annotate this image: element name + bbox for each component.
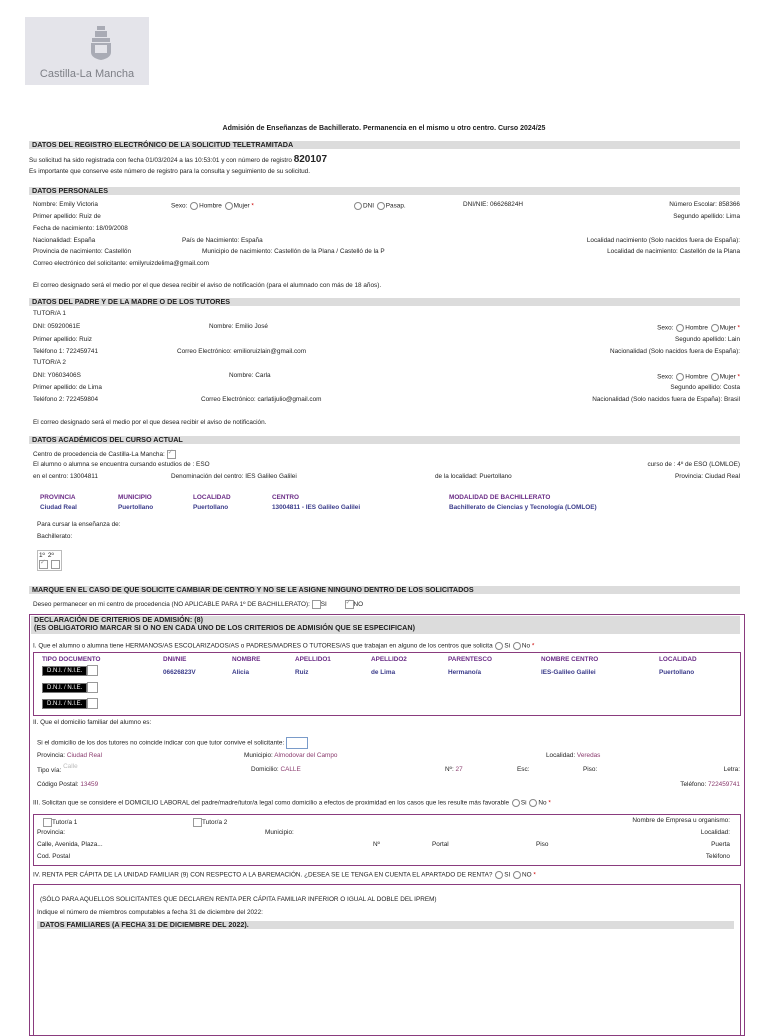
de-localidad: de la localidad: Puertollano (435, 473, 512, 480)
curso-1-checkbox[interactable] (39, 560, 48, 569)
tutor2-dni: DNI: Y0603406S (33, 372, 81, 379)
localidad-label: Localidad: (546, 752, 576, 759)
en-centro: en el centro: 13004811 (33, 473, 98, 480)
tipo-via-value[interactable]: Calle (63, 763, 78, 770)
si-label: Si (520, 799, 527, 807)
tutor2-text: Tutor/a 2 (202, 819, 228, 827)
hombre-radio[interactable] (676, 324, 684, 332)
curso: curso de : 4º de ESO (LOMLOE) (647, 461, 740, 468)
numero-value: 27 (455, 766, 463, 773)
cambio-heading: MARQUE EN EL CASO DE QUE SOLICITE CAMBIAR DE CENTRO Y NO SE LE ASIGNE NINGUNO DENTRO DE LOS SOLICITADOS (29, 586, 740, 594)
tutor1-nombre: Nombre: Emilio José (209, 323, 268, 330)
col-localidad: LOCALIDAD (193, 494, 231, 501)
laboral-puerta: Puerta (711, 841, 730, 848)
tutor1-label: TUTOR/A 1 (33, 310, 66, 317)
segundo-apellido: Segundo apellido: Lima (673, 213, 740, 220)
tutor2-option (193, 818, 227, 827)
criterio-renta-text: IV. RENTA PER CÁPITA DE LA UNIDAD FAMILIAR (9) CON RESPECTO A LA BAREMACIÓN. ¿DESEA SE LE TENGA EN CUENTA EL APARTADO DE RENTA? (33, 871, 493, 879)
localidad-value: Veredas (576, 752, 601, 759)
criterio-laboral (33, 799, 551, 807)
page-title: Admisión de Enseñanzas de Bachillerato. Permanencia en el mismo u otro centro. Curso 2024/25 (222, 125, 546, 132)
mujer-label: Mujer (233, 202, 250, 210)
h-val-localidad: Puertollano (659, 669, 695, 676)
tutor2-sexo (657, 373, 740, 381)
laboral-calle: Calle, Avenida, Plaza... (37, 841, 103, 848)
municipio-value: Almodovar del Campo (274, 752, 338, 759)
bachillerato-label: Bachillerato: (37, 533, 73, 540)
personales-heading: DATOS PERSONALES (29, 187, 740, 195)
sexo-label: Sexo: (171, 202, 188, 210)
permanecer-text: Deseo permanecer en mi centro de procedencia (NO APLICABLE PARA 1º DE BACHILLERATO): (33, 601, 310, 609)
dom-codigo-postal (37, 781, 98, 788)
tutores-aviso: El correo designado será el medio por el que desea recibir el aviso de notificación. (33, 419, 267, 426)
centro-procedencia-label: Centro de procedencia de Castilla-La Mancha: (33, 451, 165, 459)
no-label: No (538, 799, 547, 807)
telefono-label: Teléfono: (680, 781, 707, 788)
telefono-value: 722459741 (708, 781, 740, 788)
sexo-label: Sexo: (657, 324, 674, 332)
val-modalidad: Bachillerato de Ciencias y Tecnología (LOMLOE) (449, 504, 597, 511)
required-mark: * (251, 202, 254, 210)
cursando: El alumno o alumna se encuentra cursando estudios de : ESO (33, 461, 210, 468)
tutor2-checkbox[interactable] (193, 818, 202, 827)
nombre: Nombre: Emily Victoria (33, 201, 98, 208)
col-centro: CENTRO (272, 494, 299, 501)
h-col-nombre: NOMBRE (232, 656, 261, 663)
doc-type-row-2 (42, 682, 98, 693)
pasap-radio[interactable] (377, 202, 385, 210)
criterios-heading-1: DECLARACIÓN DE CRITERIOS DE ADMISIÓN: (8) (34, 615, 204, 624)
familiares-heading: DATOS FAMILIARES (A FECHA 31 DE DICIEMBRE DEL 2022). (37, 921, 734, 929)
no-label: NO (353, 601, 364, 609)
col-municipio: MUNICIPIO (118, 494, 152, 501)
numero-escolar: Número Escolar: 858366 (669, 201, 740, 208)
dni-label: DNI (363, 202, 375, 210)
renta-miembros: Indique el número de miembros computables a fecha 31 de diciembre del 2022: (37, 909, 263, 916)
val-centro: 13004811 - IES Galileo Galilei (272, 504, 361, 511)
nacionalidad: Nacionalidad: España (33, 237, 96, 244)
val-municipio: Puertollano (118, 504, 154, 511)
tutor-convive-input[interactable] (286, 737, 308, 749)
tutor1-telefono: Teléfono 1: 722459741 (33, 348, 99, 355)
h-col-apellido1: APELLIDO1 (295, 656, 331, 663)
doc-type-slot[interactable] (87, 682, 98, 693)
h-val-dni: 06626823V (163, 669, 196, 676)
hombre-label: Hombre (685, 324, 708, 332)
hombre-label: Hombre (199, 202, 222, 210)
laboral-cod-postal: Cod. Postal (37, 853, 71, 860)
tutor1-apellido2: Segundo apellido: Lain (674, 336, 740, 343)
numero-label: Nº: (445, 766, 454, 773)
h-col-parentesco: PARENTESCO (448, 656, 492, 663)
h-val-parentesco: Hermano/a (448, 669, 482, 676)
doc-type-row-3 (42, 698, 98, 709)
required-mark: * (548, 799, 551, 807)
registro-line (29, 154, 327, 165)
mujer-radio[interactable] (711, 324, 719, 332)
pasap-label: Pasap. (385, 202, 406, 210)
tutor-convive-line (37, 737, 308, 749)
required-mark: * (531, 642, 535, 650)
col-provincia: PROVINCIA (40, 494, 76, 501)
dom-numero (445, 766, 463, 773)
doc-type-badge[interactable]: D.N.I. / N.I.E. (42, 699, 87, 709)
provincia-value: Ciudad Real (66, 752, 103, 759)
dom-provincia (37, 752, 102, 759)
permanecer-line (33, 600, 363, 609)
mujer-radio[interactable] (225, 202, 233, 210)
tutor1-option (43, 818, 77, 827)
h-col-apellido2: APELLIDO2 (371, 656, 407, 663)
dom-municipio (244, 752, 337, 759)
laboral-municipio: Municipio: (265, 829, 294, 836)
mujer-radio[interactable] (711, 373, 719, 381)
laboral-portal: Portal (432, 841, 449, 848)
mujer-label: Mujer (719, 324, 736, 332)
renta-note: (SÓLO PARA AQUELLOS SOLICITANTES QUE DECLAREN RENTA PER CÁPITA FAMILIAR INFERIOR O IGUAL AL DOBLE DEL IPREM) (40, 896, 437, 903)
cp-label: Código Postal: (37, 781, 79, 788)
academicos-heading: DATOS ACADÉMICOS DEL CURSO ACTUAL (29, 436, 740, 444)
required-mark: * (533, 871, 536, 879)
h-col-centro: NOMBRE CENTRO (541, 656, 599, 663)
h-col-dni: DNI/NIE (163, 656, 187, 663)
renta-box (33, 884, 741, 1036)
tutor-convive-text: Si el domicilio de los dos tutores no coincide indicar con que tutor convive el solicitante: (37, 739, 285, 747)
para-cursar: Para cursar la enseñanza de: (37, 521, 121, 528)
doc-type-slot[interactable] (87, 698, 98, 709)
renta-no-radio[interactable] (513, 871, 521, 879)
pais-nacimiento: País de Nacimiento: España (182, 237, 263, 244)
tutor1-apellido1: Primer apellido: Ruiz (33, 336, 92, 343)
tutor1-dni: DNI: 05920061E (33, 323, 81, 330)
dom-tipo-via (37, 763, 78, 774)
criterios-heading (31, 616, 740, 634)
cp-value: 13459 (80, 781, 99, 788)
laboral-telefono: Teléfono (705, 853, 730, 860)
val-localidad: Puertollano (193, 504, 229, 511)
dom-piso: Piso: (583, 766, 598, 773)
laboral-numero: Nº (373, 841, 380, 848)
tutor2-correo: Correo Electrónico: carlatijulio@gmail.com (201, 396, 322, 403)
h-val-nombre: Alicia (232, 669, 250, 676)
tutor2-label: TUTOR/A 2 (33, 359, 66, 366)
h-val-centro: IES-Galileo Galilei (541, 669, 596, 676)
col-modalidad: MODALIDAD DE BACHILLERATO (449, 494, 551, 501)
laboral-piso: Piso (536, 841, 549, 848)
sexo-group (171, 202, 254, 210)
localidad-nac-fuera: Localidad nacimiento (Solo nacidos fuera de España): (586, 237, 740, 244)
hombre-radio[interactable] (676, 373, 684, 381)
h-col-localidad: LOCALIDAD (659, 656, 697, 663)
required-mark: * (737, 324, 740, 332)
criterio-hermanos-text: I. Que el alumno o alumna tiene HERMANOS/AS ESCOLARIZADOS/AS o PADRES/MADRES O TUTORES/AS que trabajan en alguno de los centros que solicita (33, 642, 493, 650)
hermanos-no-radio[interactable] (513, 642, 521, 650)
si-label: SI (504, 871, 511, 879)
si-label: SI (320, 601, 327, 609)
doc-type-badge[interactable]: D.N.I. / N.I.E. (42, 683, 87, 693)
criterio-hermanos (33, 642, 534, 650)
doc-type-badge[interactable]: D.N.I. / N.I.E. (42, 666, 87, 676)
registro-number: 820107 (293, 154, 328, 165)
localidad-nacimiento: Localidad de nacimiento: Castellón de la Plana (607, 248, 740, 255)
centro-procedencia (33, 450, 176, 459)
h-val-apellido1: Ruiz (295, 669, 309, 676)
logo-text: Castilla-La Mancha (39, 68, 135, 80)
tutor1-text: Tutor/a 1 (52, 819, 78, 827)
provincia-label: Provincia: (37, 752, 66, 759)
hermanos-si-radio[interactable] (495, 642, 503, 650)
criterio-renta (33, 871, 536, 879)
registro-text: Su solicitud ha sido registrada con fecha 01/03/2024 a las 10:53:01 y con número de registro (29, 157, 292, 164)
no-label: NO (522, 871, 532, 879)
tutores-heading: DATOS DEL PADRE Y DE LA MADRE O DE LOS TUTORES (29, 298, 740, 306)
renta-si-radio[interactable] (495, 871, 503, 879)
sexo-label: Sexo: (657, 373, 674, 381)
registro-note: Es importante que conserve este número de registro para la consulta y seguimiento de su solicitud. (29, 168, 310, 175)
tutor2-apellido1: Primer apellido: de Lima (33, 384, 102, 391)
permanecer-si-checkbox[interactable] (312, 600, 321, 609)
criterio-laboral-text: III. Solicitan que se considere el DOMICILIO LABORAL del padre/madre/tutor/a legal como domicilio a efectos de proximidad en los casos que les resulte más favorable (33, 799, 510, 807)
laboral-provincia: Provincia: (37, 829, 66, 836)
tipo-via-label: Tipo vía: (37, 767, 62, 774)
fecha-nacimiento: Fecha de nacimiento: 18/09/2008 (33, 225, 128, 232)
dom-letra: Letra: (723, 766, 740, 773)
si-label: Si (504, 642, 511, 650)
tutor2-nombre: Nombre: Carla (229, 372, 271, 379)
curso-2-checkbox[interactable] (51, 560, 60, 569)
laboral-si-radio[interactable] (512, 799, 520, 807)
municipio-label: Municipio: (244, 752, 273, 759)
h-val-apellido2: de Lima (371, 669, 396, 676)
laboral-localidad: Localidad: (700, 829, 730, 836)
coat-of-arms-icon (90, 26, 112, 60)
curso-1-label: 1º (39, 552, 45, 559)
hombre-radio[interactable] (190, 202, 198, 210)
empresa-label: Nombre de Empresa u organismo: (632, 817, 730, 824)
dni-radio[interactable] (354, 202, 362, 210)
tutor1-correo: Correo Electrónico: emilioruizlain@gmail.com (177, 348, 307, 355)
doc-type-row-1 (42, 665, 98, 676)
curso-2-label: 2º (47, 552, 54, 559)
dni-nie: DNI/NIE: 06626824H (463, 201, 524, 208)
h-col-tipo: TIPO DOCUMENTO (42, 656, 101, 663)
tutor2-apellido2: Segundo apellido: Costa (670, 384, 740, 391)
correo-solicitante: Correo electrónico del solicitante: emilyruizdelima@gmail.com (33, 260, 209, 267)
no-label: No (521, 642, 531, 650)
hombre-label: Hombre (685, 373, 708, 381)
primer-apellido: Primer apellido: Ruiz de (33, 213, 101, 220)
provincia-nacimiento: Provincia de nacimiento: Castellón (33, 248, 132, 255)
tutor1-nacionalidad: Nacionalidad (Solo nacidos fuera de España): (609, 348, 740, 355)
provincia-centro: Provincia: Ciudad Real (674, 473, 740, 480)
tutor1-sexo (657, 324, 740, 332)
val-provincia: Ciudad Real (40, 504, 77, 511)
criterio-domicilio: II. Que el domicilio familiar del alumno es: (33, 719, 152, 726)
aviso-correo: El correo designado será el medio por el que desea recibir el aviso de notificación (para el alumnado con más de 18 años). (33, 282, 382, 289)
dom-domicilio (251, 766, 301, 773)
dom-localidad (546, 752, 600, 759)
domicilio-value: CALLE (280, 766, 301, 773)
castilla-la-mancha-logo (25, 17, 149, 85)
centro-procedencia-checkbox[interactable] (167, 450, 176, 459)
municipio-nacimiento: Municipio de nacimiento: Castellón de la Plana / Castelló de la P (202, 248, 385, 255)
mujer-label: Mujer (719, 373, 736, 381)
registro-heading: DATOS DEL REGISTRO ELECTRÓNICO DE LA SOLICITUD TELETRAMITADA (29, 141, 740, 149)
tutor1-checkbox[interactable] (43, 818, 52, 827)
dom-telefono (680, 781, 740, 788)
dom-escalera: Esc: (517, 766, 530, 773)
permanecer-no-checkbox[interactable] (345, 600, 354, 609)
curso-selector (37, 550, 62, 571)
domicilio-label: Domicilio: (251, 766, 279, 773)
denominacion-centro: Denominación del centro: IES Galileo Galilei (171, 473, 297, 480)
doc-type-group (353, 202, 406, 210)
tutor2-telefono: Teléfono 2: 722459804 (33, 396, 99, 403)
required-mark: * (737, 373, 740, 381)
tutor2-nacionalidad: Nacionalidad (Solo nacidos fuera de España): Brasil (592, 396, 740, 403)
laboral-no-radio[interactable] (529, 799, 537, 807)
doc-type-slot[interactable] (87, 665, 98, 676)
criterios-heading-2: (ES OBLIGATORIO MARCAR SI O NO EN CADA UNO DE LOS CRITERIOS DE ADMISIÓN QUE SE ESPECIFICAN) (34, 623, 415, 632)
